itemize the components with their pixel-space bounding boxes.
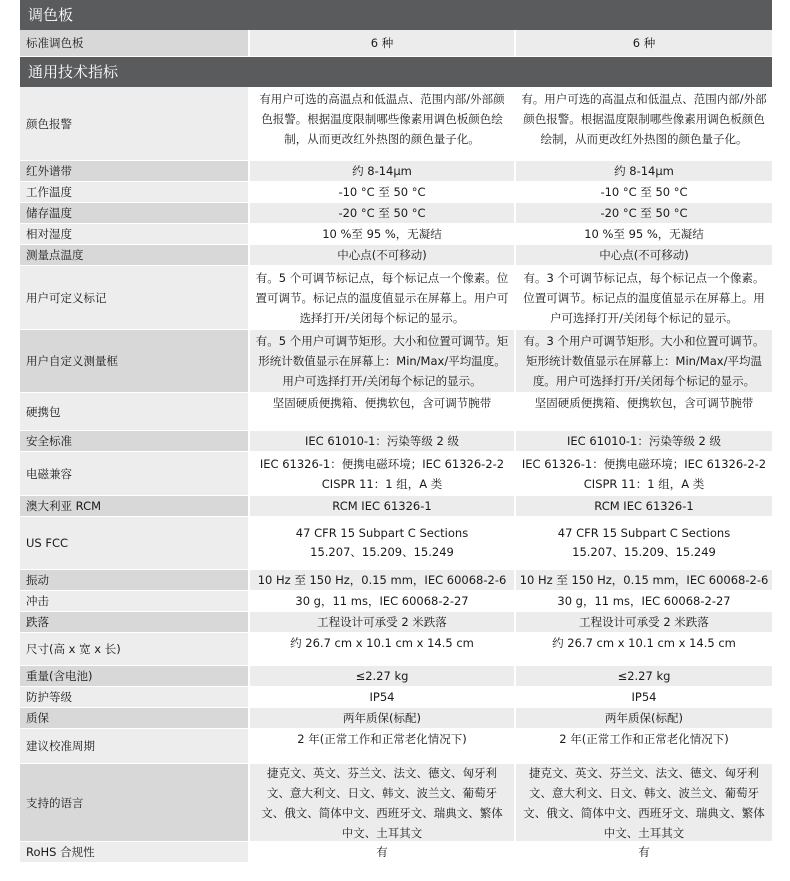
row-value-a: 约 8-14μm [248,161,514,181]
row-value-b: 中心点(不可移动) [514,245,772,265]
row-value-a: RCM IEC 61326-1 [248,496,514,516]
row-value-b: 47 CFR 15 Subpart C Sections 15.207、15.209、15.249 [514,517,772,569]
table-row [20,161,772,182]
row-value-b: 有。用户可选的高温点和低温点、范围内部/外部颜色报警。根据温度限制哪些像素用调色板颜色绘制，从而更改红外热图的颜色量子化。 [514,87,772,160]
row-label: 红外谱带 [20,161,248,181]
row-label: 测量点温度 [20,245,248,265]
table-row [20,591,772,612]
section-header-general: 通用技术指标 [20,57,772,87]
section-header-palette: 调色板 [20,0,772,30]
table-row [20,496,772,517]
row-value-b: 有 [514,842,772,862]
row-label: 跌落 [20,612,248,632]
row-value-b: 10 %至 95 %，无凝结 [514,224,772,244]
row-label: 安全标准 [20,431,248,451]
row-value-b: 约 26.7 cm x 10.1 cm x 14.5 cm [514,633,772,665]
table-row [20,30,772,57]
row-value-a: 有 [248,842,514,862]
table-row [20,224,772,245]
row-label: US FCC [20,517,248,569]
row-label: 工作温度 [20,182,248,202]
row-label: 相对湿度 [20,224,248,244]
row-label: 重量(含电池) [20,666,248,686]
row-value-a: 30 g，11 ms，IEC 60068-2-27 [248,591,514,611]
row-label: 颜色报警 [20,87,248,160]
row-value-a: 6 种 [248,30,514,56]
row-value-b: 有。3 个可调节标记点，每个标记点一个像素。位置可调节。标记点的温度值显示在屏幕上。用户可选择打开/关闭每个标记的显示。 [514,266,772,329]
row-label: 质保 [20,708,248,728]
row-value-b: 10 Hz 至 150 Hz，0.15 mm，IEC 60068-2-6 [514,570,772,590]
table-row [20,452,772,496]
row-value-a: IEC 61010-1：污染等级 2 级 [248,431,514,451]
row-value-b: 有。3 个用户可调节矩形。大小和位置可调节。矩形统计数值显示在屏幕上：Min/Max/平均温度。用户可选择打开/关闭每个标记的显示。 [514,330,772,392]
table-row [20,570,772,591]
row-value-a: IEC 61326-1：便携电磁环境；IEC 61326-2-2 CISPR 11：1 组，A 类 [248,452,514,495]
row-label: 冲击 [20,591,248,611]
table-row [20,517,772,570]
row-value-b: 工程设计可承受 2 米跌落 [514,612,772,632]
table-row [20,330,772,393]
row-value-b: 坚固硬质便携箱、便携软包，含可调节腕带 [514,393,772,430]
row-label: 储存温度 [20,203,248,223]
row-value-b: -20 °C 至 50 °C [514,203,772,223]
row-label: 尺寸(高 x 宽 x 长) [20,633,248,665]
table-row [20,431,772,452]
row-value-b: -10 °C 至 50 °C [514,182,772,202]
row-label: 标准调色板 [20,30,248,56]
table-row [20,203,772,224]
table-row [20,87,772,161]
row-value-b: 6 种 [514,30,772,56]
row-value-a: 有用户可选的高温点和低温点、范围内部/外部颜色报警。根据温度限制哪些像素用调色板颜色绘制，从而更改红外热图的颜色量子化。 [248,87,514,160]
table-row [20,182,772,203]
row-value-a: -20 °C 至 50 °C [248,203,514,223]
row-label: 硬携包 [20,393,248,430]
row-value-b: 2 年(正常工作和正常老化情况下) [514,729,772,763]
spec-table [20,0,772,863]
row-value-a: 捷克文、英文、芬兰文、法文、德文、匈牙利文、意大利文、日文、韩文、波兰文、葡萄牙文、俄文、简体中文、西班牙文、瑞典文、繁体中文、土耳其文 [248,764,514,841]
table-row [20,687,772,708]
table-row [20,842,772,863]
table-row [20,245,772,266]
row-value-b: 30 g，11 ms，IEC 60068-2-27 [514,591,772,611]
row-value-a: 有。5 个可调节标记点，每个标记点一个像素。位置可调节。标记点的温度值显示在屏幕上。用户可选择打开/关闭每个标记的显示。 [248,266,514,329]
row-value-b: 捷克文、英文、芬兰文、法文、德文、匈牙利文、意大利文、日文、韩文、波兰文、葡萄牙文、俄文、简体中文、西班牙文、瑞典文、繁体中文、土耳其文 [514,764,772,841]
row-value-a: 约 26.7 cm x 10.1 cm x 14.5 cm [248,633,514,665]
row-label: 振动 [20,570,248,590]
row-value-b: 两年质保(标配) [514,708,772,728]
row-value-b: 约 8-14μm [514,161,772,181]
table-row [20,612,772,633]
row-value-a: 10 Hz 至 150 Hz，0.15 mm，IEC 60068-2-6 [248,570,514,590]
row-value-a: 10 %至 95 %，无凝结 [248,224,514,244]
table-row [20,729,772,764]
table-row [20,393,772,431]
row-value-a: 中心点(不可移动) [248,245,514,265]
row-value-a: 有。5 个用户可调节矩形。大小和位置可调节。矩形统计数值显示在屏幕上：Min/Max/平均温度。用户可选择打开/关闭每个标记的显示。 [248,330,514,392]
row-label: 防护等级 [20,687,248,707]
row-label: 电磁兼容 [20,452,248,495]
row-value-a: 两年质保(标配) [248,708,514,728]
row-value-b: IEC 61326-1：便携电磁环境；IEC 61326-2-2 CISPR 11：1 组，A 类 [514,452,772,495]
row-value-a: -10 °C 至 50 °C [248,182,514,202]
row-value-a: IP54 [248,687,514,707]
row-value-a: 47 CFR 15 Subpart C Sections 15.207、15.209、15.249 [248,517,514,569]
row-label: 用户可定义标记 [20,266,248,329]
row-label: 支持的语言 [20,764,248,841]
row-value-b: ≤2.27 kg [514,666,772,686]
table-row [20,666,772,687]
row-label: 澳大利亚 RCM [20,496,248,516]
table-row [20,633,772,666]
row-value-b: IEC 61010-1：污染等级 2 级 [514,431,772,451]
table-row [20,708,772,729]
row-label: RoHS 合规性 [20,842,248,862]
row-value-b: IP54 [514,687,772,707]
table-row [20,764,772,842]
row-value-a: 2 年(正常工作和正常老化情况下) [248,729,514,763]
row-value-a: 坚固硬质便携箱、便携软包，含可调节腕带 [248,393,514,430]
row-value-b: RCM IEC 61326-1 [514,496,772,516]
row-value-a: ≤2.27 kg [248,666,514,686]
row-value-a: 工程设计可承受 2 米跌落 [248,612,514,632]
row-label: 建议校准周期 [20,729,248,763]
row-label: 用户自定义测量框 [20,330,248,392]
table-row [20,266,772,330]
